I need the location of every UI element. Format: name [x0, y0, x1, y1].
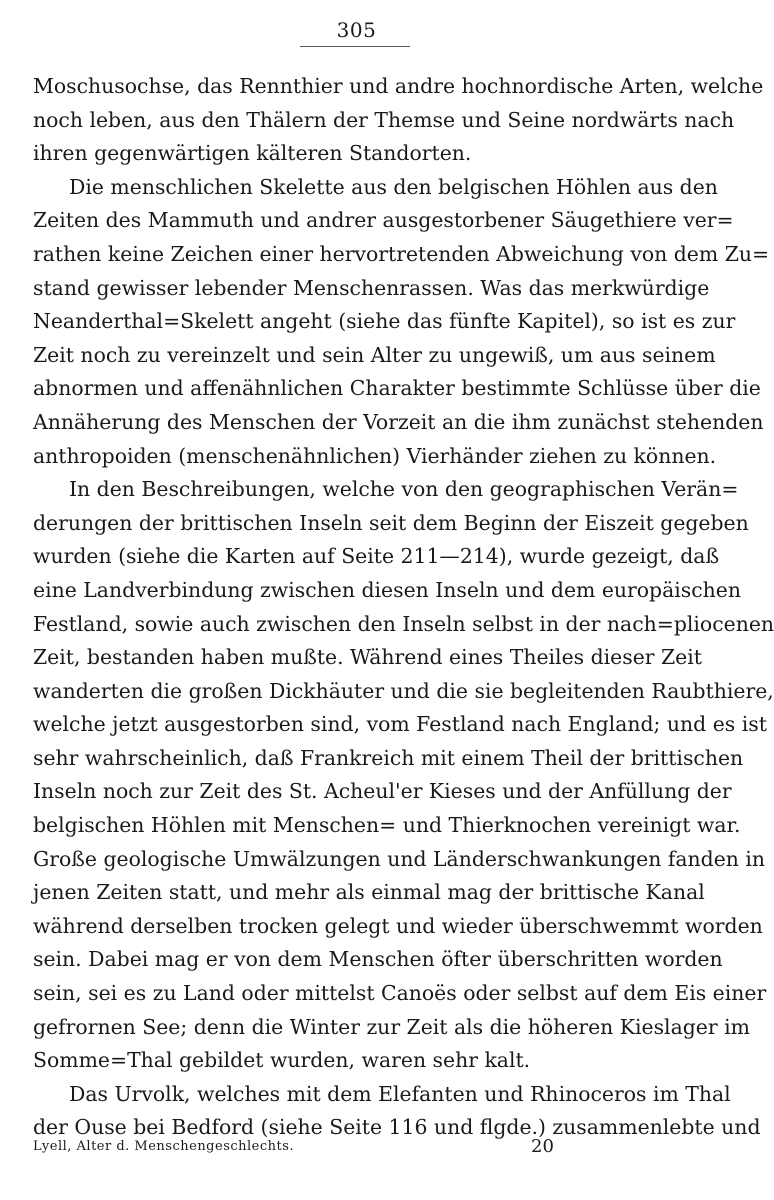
body-text	[33, 70, 774, 1145]
text-line-3: ihren gegenwärtigen kälteren Standorten.	[33, 141, 472, 166]
text-line-18: Zeit, bestanden haben mußte. Während eines Theiles dieser Zeit	[33, 645, 702, 670]
text-line-10: abnormen und affenähnlichen Charakter bestimmte Schlüsse über die	[33, 376, 761, 401]
text-line-5: Zeiten des Mammuth und andrer ausgestorbener Säugethiere ver=	[33, 208, 734, 233]
text-line-21: sehr wahrscheinlich, daß Frankreich mit einem Theil der brittischen	[33, 745, 744, 770]
text-line-9: Zeit noch zu vereinzelt und sein Alter zu ungewiß, um aus seinem	[33, 342, 716, 367]
text-line-25: jenen Zeiten statt, und mehr als einmal mag der brittische Kanal	[33, 880, 705, 905]
text-line-23: belgischen Höhlen mit Menschen= und Thierknochen vereinigt war.	[33, 813, 741, 838]
text-line-12: anthropoiden (menschenähnlichen) Vierhänder ziehen zu können.	[33, 443, 717, 468]
text-line-2: noch leben, aus den Thälern der Themse und Seine nordwärts nach	[33, 107, 735, 132]
text-line-1: Moschusochse, das Rennthier und andre hochnordische Arten, welche	[33, 74, 764, 98]
text-line-8: Neanderthal=Skelett angeht (siehe das fünfte Kapitel), so ist es zur	[33, 309, 736, 334]
text-line-31: Das Urvolk, welches mit dem Elefanten und Rhinoceros im Thal	[69, 1081, 731, 1106]
page-footer	[33, 1134, 673, 1160]
page-number: 305	[336, 18, 377, 42]
text-line-16: eine Landverbindung zwischen diesen Inseln und dem europäischen	[33, 577, 742, 602]
text-line-29: gefrornen See; denn die Winter zur Zeit als die höheren Kieslager im	[33, 1014, 750, 1039]
text-line-4: Die menschlichen Skelette aus den belgischen Höhlen aus den	[69, 174, 718, 199]
text-line-6: rathen keine Zeichen einer hervortretenden Abweichung von dem Zu=	[33, 241, 770, 266]
sheet-number: 20	[531, 1136, 554, 1157]
text-line-30: Somme=Thal gebildet wurden, waren sehr kalt.	[33, 1048, 531, 1073]
text-line-27: sein. Dabei mag er von dem Menschen öfter überschritten worden	[33, 947, 723, 972]
text-line-15: wurden (siehe die Karten auf Seite 211—214), wurde gezeigt, daß	[33, 544, 720, 569]
text-line-11: Annäherung des Menschen der Vorzeit an die ihm zunächst stehenden	[33, 409, 764, 434]
text-line-17: Festland, sowie auch zwischen den Inseln selbst in der nach=pliocenen	[33, 611, 774, 636]
text-line-28: sein, sei es zu Land oder mittelst Canoës oder selbst auf dem Eis einer	[33, 981, 767, 1006]
text-line-14: derungen der brittischen Inseln seit dem Beginn der Eiszeit gegeben	[33, 510, 749, 535]
text-line-22: Inseln noch zur Zeit des St. Acheul'er Kieses und der Anfüllung der	[33, 779, 732, 804]
text-line-32: der Ouse bei Bedford (siehe Seite 116 und flgde.) zusammenlebte und	[33, 1115, 761, 1140]
footer-signature: Lyell, Alter d. Menschengeschlechts.	[33, 1139, 295, 1154]
text-line-24: Große geologische Umwälzungen und Länderschwankungen fanden in	[33, 846, 766, 871]
text-line-13: In den Beschreibungen, welche von den geographischen Verän=	[69, 477, 739, 502]
text-line-20: welche jetzt ausgestorben sind, vom Festland nach England; und es ist	[33, 712, 767, 737]
text-line-19: wanderten die großen Dickhäuter und die sie begleitenden Raubthiere,	[33, 678, 774, 703]
header-rule	[300, 46, 410, 47]
text-line-7: stand gewisser lebender Menschenrassen. Was das merkwürdige	[33, 275, 710, 300]
text-line-26: während derselben trocken gelegt und wieder überschwemmt worden	[33, 913, 763, 938]
